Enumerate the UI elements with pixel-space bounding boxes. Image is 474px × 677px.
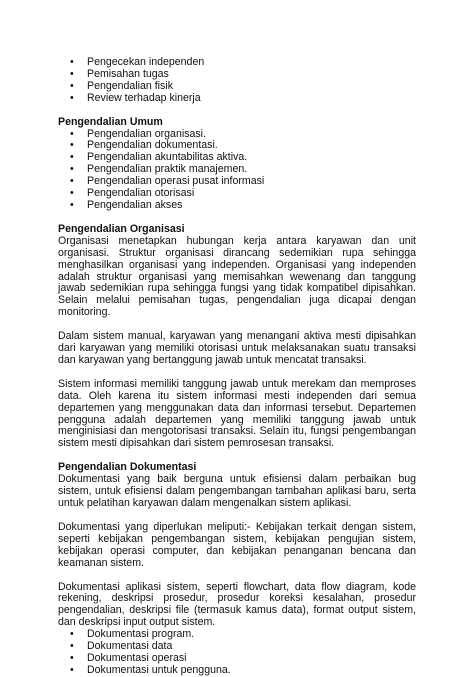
heading-pengendalian-organisasi: Pengendalian Organisasi (58, 222, 185, 235)
list-item: • Pengendalian akses (58, 200, 416, 212)
list-item: • Pengendalian akuntabilitas aktiva. (58, 152, 416, 164)
list-item: • Review terhadap kinerja (58, 93, 416, 105)
heading-pengendalian-dokumentasi: Pengendalian Dokumentasi (58, 461, 197, 474)
paragraph: Sistem informasi memiliki tanggung jawab untuk merekam dan memproses data. Oleh karena itu sistem informasi mesti independen dari semua departemen yang menggunakan data dan informasi tersebut. Departemen pengguna adalah departemen yang memiliki tanggung jawab untuk menginisiasi dan mengotorisasi transaksi. Selain itu, fungsi pengembangan sistem mesti dipisahkan dari sistem pemrosesan transaksi. (58, 377, 416, 450)
list-item: • Pengendalian dokumentasi. (58, 140, 416, 152)
paragraph: Dalam sistem manual, karyawan yang menangani aktiva mesti dipisahkan dari karyawan yang memiliki otorisasi untuk melaksanakan suatu transaksi dan karyawan yang bertanggung jawab untuk mencatat transaksi. (58, 330, 416, 366)
bullet-list-umum (58, 129, 416, 212)
list-item: • Dokumentasi operasi (58, 653, 416, 665)
list-item: • Pengecekan independen (58, 57, 416, 69)
list-item: • Dokumentasi program. (58, 629, 416, 641)
bullet-list-top (58, 57, 416, 105)
list-item: • Dokumentasi untuk pengguna. (58, 665, 416, 677)
list-item: • Pengendalian operasi pusat informasi (58, 176, 416, 188)
list-item: • Pengendalian praktik manajemen. (58, 164, 416, 176)
heading-pengendalian-umum: Pengendalian Umum (58, 115, 163, 128)
list-item: • Pengendalian otorisasi (58, 188, 416, 200)
list-item: • Dokumentasi data (58, 641, 416, 653)
paragraph: Dokumentasi aplikasi sistem, seperti flowchart, data flow diagram, kode rekening, deskripsi prosedur, prosedur koreksi kesalahan, prosedur pengendalian, deskripsi file (termasuk kamus data), format output sistem, dan deskripsi input output sistem. (58, 580, 416, 629)
paragraph: Dokumentasi yang baik berguna untuk efisiensi dalam perbaikan bug sistem, untuk efisiensi dalam pengembangan tambahan aplikasi baru, serta untuk pelatihan karyawan dalam mengenalkan sistem aplikasi. (58, 473, 416, 509)
list-item: • Pengendalian fisik (58, 81, 416, 93)
list-item: • Pengendalian organisasi. (58, 129, 416, 141)
list-item: • Pemisahan tugas (58, 69, 416, 81)
paragraph: Dokumentasi yang diperlukan meliputi:- Kebijakan terkait dengan sistem, seperti kebijakan pengembangan sistem, kebijakan pengujian sistem, kebijakan operasi computer, dan kebijakan penanganan bencana dan keamanan sistem. (58, 520, 416, 569)
paragraph: Organisasi menetapkan hubungan kerja antara karyawan dan unit organisasi. Struktur organisasi dirancang sedemikian rupa sehingga menghasilkan organisasi yang independen. Organisasi yang independen adalah struktur organisasi yang memisahkan wewenang dan tanggung jawab sedemikian rupa sehingga fungsi yang tidak kompatibel dipisahkan. Selain melalui pemisahan tugas, pengendalian juga dicapai dengan monitoring. (58, 234, 416, 319)
